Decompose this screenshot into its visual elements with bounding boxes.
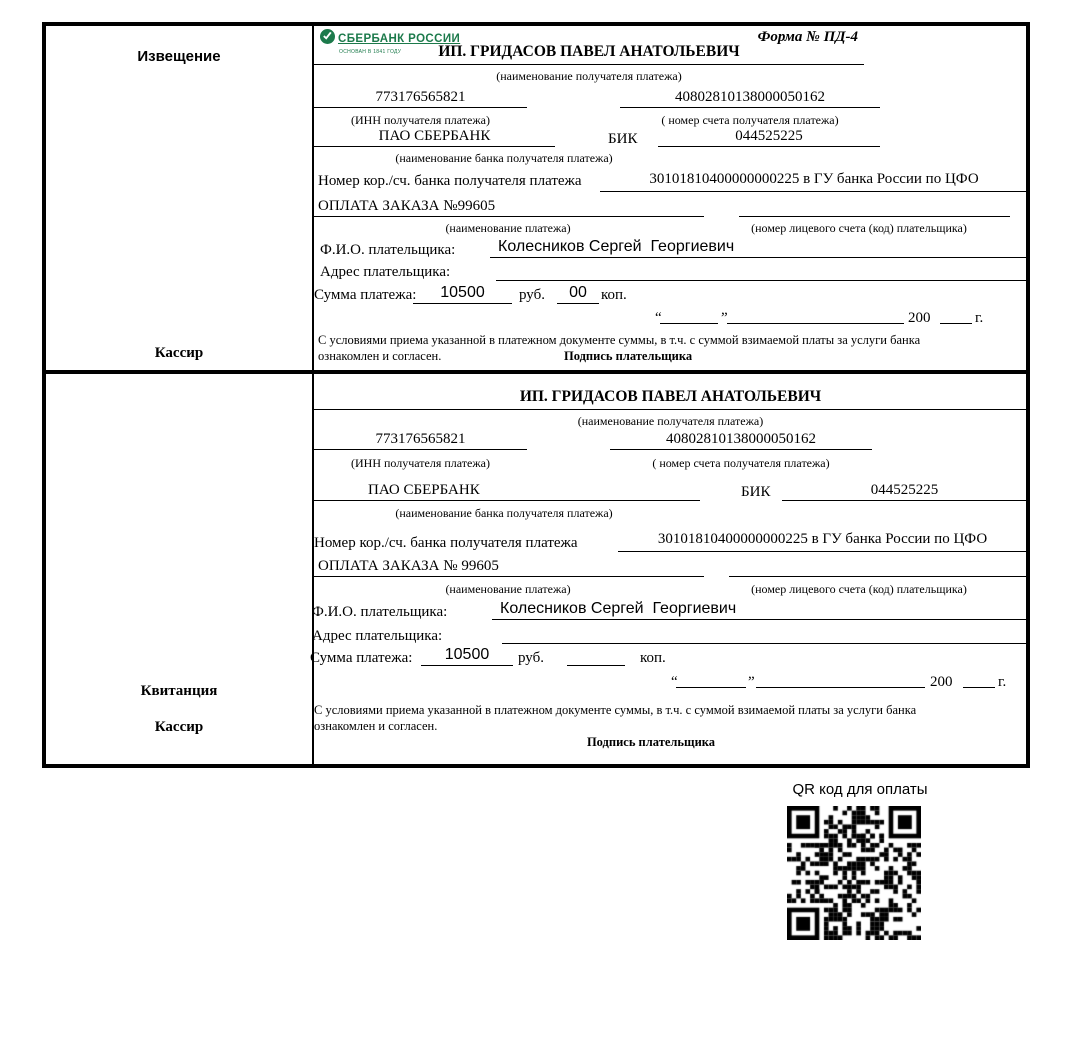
amount-rub-s1: 10500	[413, 284, 512, 304]
date-quote-close-s2: ”	[748, 674, 755, 690]
sberbank-logo-text: СБЕРБАНК РОССИИ	[338, 33, 461, 45]
payer-code-caption-s1: (номер лицевого счета (код) плательщика)	[751, 221, 967, 235]
payer-value-s1: Колесников Сергей Георгиевич	[490, 238, 1030, 258]
inn-value-s2: 773176565821	[314, 430, 527, 450]
recipient-caption-s1: (наименование получателя платежа)	[496, 69, 682, 83]
date-quote-open-s2: “	[671, 674, 678, 690]
inn-caption-s2: (ИНН получателя платежа)	[351, 456, 490, 470]
payer-label-s1: Ф.И.О. плательщика:	[320, 242, 456, 258]
amount-kop-s1: 00	[557, 284, 599, 304]
address-value-s2	[502, 624, 1027, 644]
agreement-line1-s2: С условиями приема указанной в платежном документе суммы, в т.ч. с суммой взимаемой платы за услуги банка	[314, 703, 917, 717]
bank-name-s1: ПАО СБЕРБАНК	[314, 127, 555, 147]
date-year-suffix-s2: г.	[998, 674, 1007, 690]
inn-caption-s1: (ИНН получателя платежа)	[351, 113, 490, 127]
date-month-blank-s1	[727, 307, 904, 324]
bik-label-s2: БИК	[741, 484, 771, 500]
payer-label-s2: Ф.И.О. плательщика:	[312, 604, 448, 620]
section1-side-bottom-label: Кассир	[154, 345, 204, 361]
section1-side-top-label	[46, 48, 312, 66]
izveshchenie-label: Извещение	[137, 48, 221, 65]
recipient-name-s1: ИП. ГРИДАСОВ ПАВЕЛ АНАТОЛЬЕВИЧ	[314, 43, 864, 65]
date-day-blank-s1	[660, 307, 718, 324]
bik-value-s2: 044525225	[782, 481, 1027, 501]
agreement-line2-s1: ознакомлен и согласен.	[318, 349, 442, 363]
payer-code-blank-s2	[729, 557, 1027, 577]
account-caption-s1: ( номер счета получателя платежа)	[661, 113, 839, 127]
amount-label-s1: Сумма платежа:	[314, 287, 417, 303]
signature-label-s1: Подпись плательщика	[564, 349, 693, 363]
account-value-s2: 40802810138000050162	[610, 430, 872, 450]
address-value-s1	[496, 261, 1030, 281]
amount-kop-s2	[567, 646, 625, 666]
amount-label-s2: Сумма платежа:	[310, 650, 413, 666]
corr-value-s2: 30101810400000000225 в ГУ банка России по ЦФО	[618, 530, 1027, 552]
address-label-s2: Адрес плательщика:	[312, 628, 443, 644]
account-caption-s2: ( номер счета получателя платежа)	[652, 456, 830, 470]
recipient-caption-s2: (наименование получателя платежа)	[577, 414, 764, 428]
payer-code-caption-s2: (номер лицевого счета (код) плательщика)	[751, 582, 967, 596]
amount-rub-s2: 10500	[421, 646, 513, 666]
purpose-caption-s2: (наименование платежа)	[445, 582, 571, 596]
corr-label-s2: Номер кор./сч. банка получателя платежа	[314, 535, 578, 551]
rub-label-s1: руб.	[519, 287, 545, 303]
purpose-caption-s1: (наименование платежа)	[445, 221, 571, 235]
date-month-blank-s2	[756, 671, 925, 688]
agreement-line2-s2: ознакомлен и согласен.	[314, 719, 438, 733]
date-quote-open-s1: “	[655, 310, 662, 326]
bank-name-s2: ПАО СБЕРБАНК	[312, 481, 700, 501]
bank-caption-s2: (наименование банка получателя платежа)	[395, 506, 613, 520]
kop-label-s2: коп.	[640, 650, 666, 666]
form-number-label: Форма № ПД-4	[757, 29, 858, 45]
date-year-s2: 200	[930, 674, 953, 690]
account-value-s1: 40802810138000050162	[620, 88, 880, 108]
section-divider	[46, 370, 1026, 374]
bank-caption-s1: (наименование банка получателя платежа)	[395, 151, 613, 165]
sberbank-logo-tagline: ОСНОВАН В 1841 ГОДУ	[339, 49, 402, 55]
purpose-value-s2: ОПЛАТА ЗАКАЗА № 99605	[312, 557, 704, 577]
date-year-blank-s2	[963, 671, 995, 688]
qr-code-label: QR код для оплаты	[792, 781, 928, 798]
date-year-suffix-s1: г.	[975, 310, 984, 326]
recipient-name-s2: ИП. ГРИДАСОВ ПАВЕЛ АНАТОЛЬЕВИЧ	[312, 388, 1029, 410]
corr-value-s1: 30101810400000000225 в ГУ банка России по ЦФО	[600, 170, 1028, 192]
payer-value-s2: Колесников Сергей Георгиевич	[492, 600, 1027, 620]
bik-label-s1: БИК	[608, 131, 638, 147]
payer-code-blank-s1	[739, 197, 1010, 217]
agreement-line1-s1: С условиями приема указанной в платежном документе суммы, в т.ч. с суммой взимаемой платы за услуги банка	[318, 333, 921, 347]
rub-label-s2: руб.	[518, 650, 544, 666]
date-year-s1: 200	[908, 310, 931, 326]
inn-value-s1: 773176565821	[314, 88, 527, 108]
section2-side-top-label: Квитанция	[140, 683, 218, 699]
date-year-blank-s1	[940, 307, 972, 324]
qr-code	[787, 806, 921, 940]
date-quote-close-s1: ”	[721, 310, 728, 326]
pd4-form-box	[42, 22, 1030, 768]
section2-side-bottom-label: Кассир	[154, 719, 204, 735]
address-label-s1: Адрес плательщика:	[320, 264, 451, 280]
signature-label-s2: Подпись плательщика	[586, 735, 716, 749]
corr-label-s1: Номер кор./сч. банка получателя платежа	[318, 173, 582, 189]
purpose-value-s1: ОПЛАТА ЗАКАЗА №99605	[312, 197, 704, 217]
date-day-blank-s2	[676, 671, 746, 688]
kop-label-s1: коп.	[601, 287, 627, 303]
bik-value-s1: 044525225	[658, 127, 880, 147]
